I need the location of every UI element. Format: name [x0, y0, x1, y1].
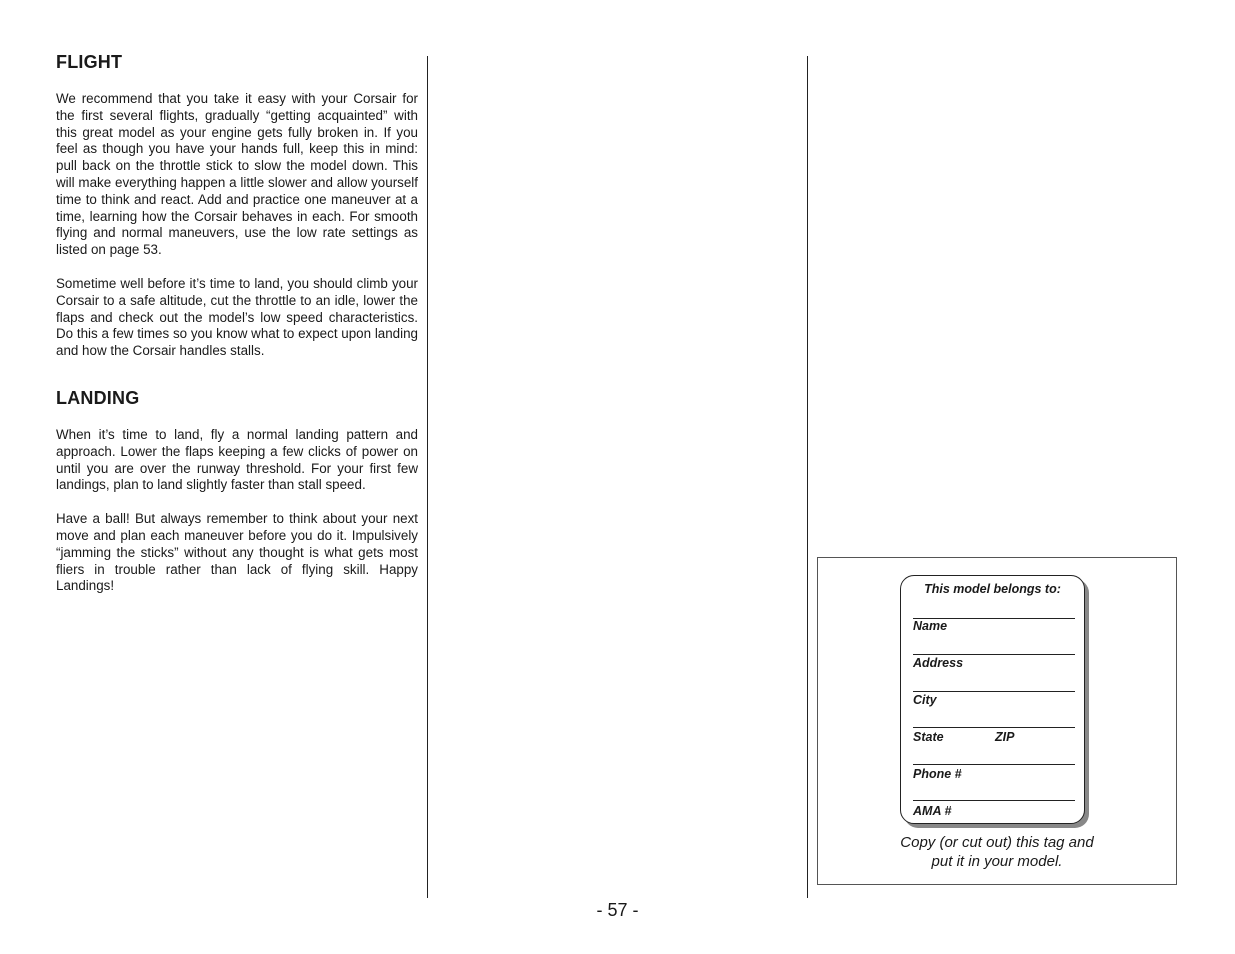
tag-name-label: Name: [913, 619, 948, 633]
tag-title: This model belongs to:: [924, 582, 1061, 596]
landing-paragraph-1: When it’s time to land, fly a normal landing pattern and approach. Lower the flaps keeping a few clicks of power on until you are over the runway threshold. For your first few landings, plan to land slightly faster than stall speed.: [56, 426, 418, 493]
landing-paragraph-2: Have a ball! But always remember to think about your next move and plan each maneuver before you do it. Impulsively “jamming the sticks” without any thought is what gets most fliers in trouble rather than lack of flying skill. Happy Landings!: [56, 511, 418, 594]
tag-caption: [817, 833, 1177, 871]
tag-city-label: City: [913, 693, 937, 707]
tag-rule: [913, 727, 1075, 728]
flight-paragraph-1: We recommend that you take it easy with your Corsair for the first several flights, gradually “getting acquainted” with this great model as your engine gets fully broken in. If you feel as though you have your hands full, keep this in mind: pull back on the throttle stick to slow the model down. This will make everything happen a little slower and allow yourself time to think and react. Add and practice one maneuver at a time, learning how the Corsair behaves in each. For smooth flying and normal maneuvers, use the low rate settings as listed on page 53.: [56, 91, 418, 258]
column-divider-right: [807, 56, 808, 898]
left-column: [56, 52, 418, 612]
tag-rule: [913, 691, 1075, 692]
tag-phone-label: Phone #: [913, 767, 962, 781]
tag-ama-label: AMA #: [913, 804, 952, 818]
tag-caption-line-1: Copy (or cut out) this tag and: [900, 834, 1094, 851]
page-number: - 57 -: [596, 900, 639, 920]
flight-paragraph-2: Sometime well before it’s time to land, you should climb your Corsair to a safe altitude, cut the throttle to an idle, lower the flaps and check out the model’s low speed characteristics. Do this a few times so you know what to expect upon landing and how the Corsair handles stalls.: [56, 275, 418, 359]
landing-heading: LANDING: [56, 387, 140, 408]
tag-caption-line-2: put it in your model.: [931, 853, 1063, 870]
ownership-tag: [900, 575, 1085, 824]
column-divider-left: [427, 56, 428, 898]
tag-address-label: Address: [913, 656, 964, 670]
tag-rule: [913, 800, 1075, 801]
tag-zip-label: ZIP: [995, 730, 1015, 744]
tag-state-label: State: [913, 730, 944, 744]
tag-rule: [913, 654, 1075, 655]
tag-rule: [913, 764, 1075, 765]
flight-heading: FLIGHT: [56, 52, 123, 72]
